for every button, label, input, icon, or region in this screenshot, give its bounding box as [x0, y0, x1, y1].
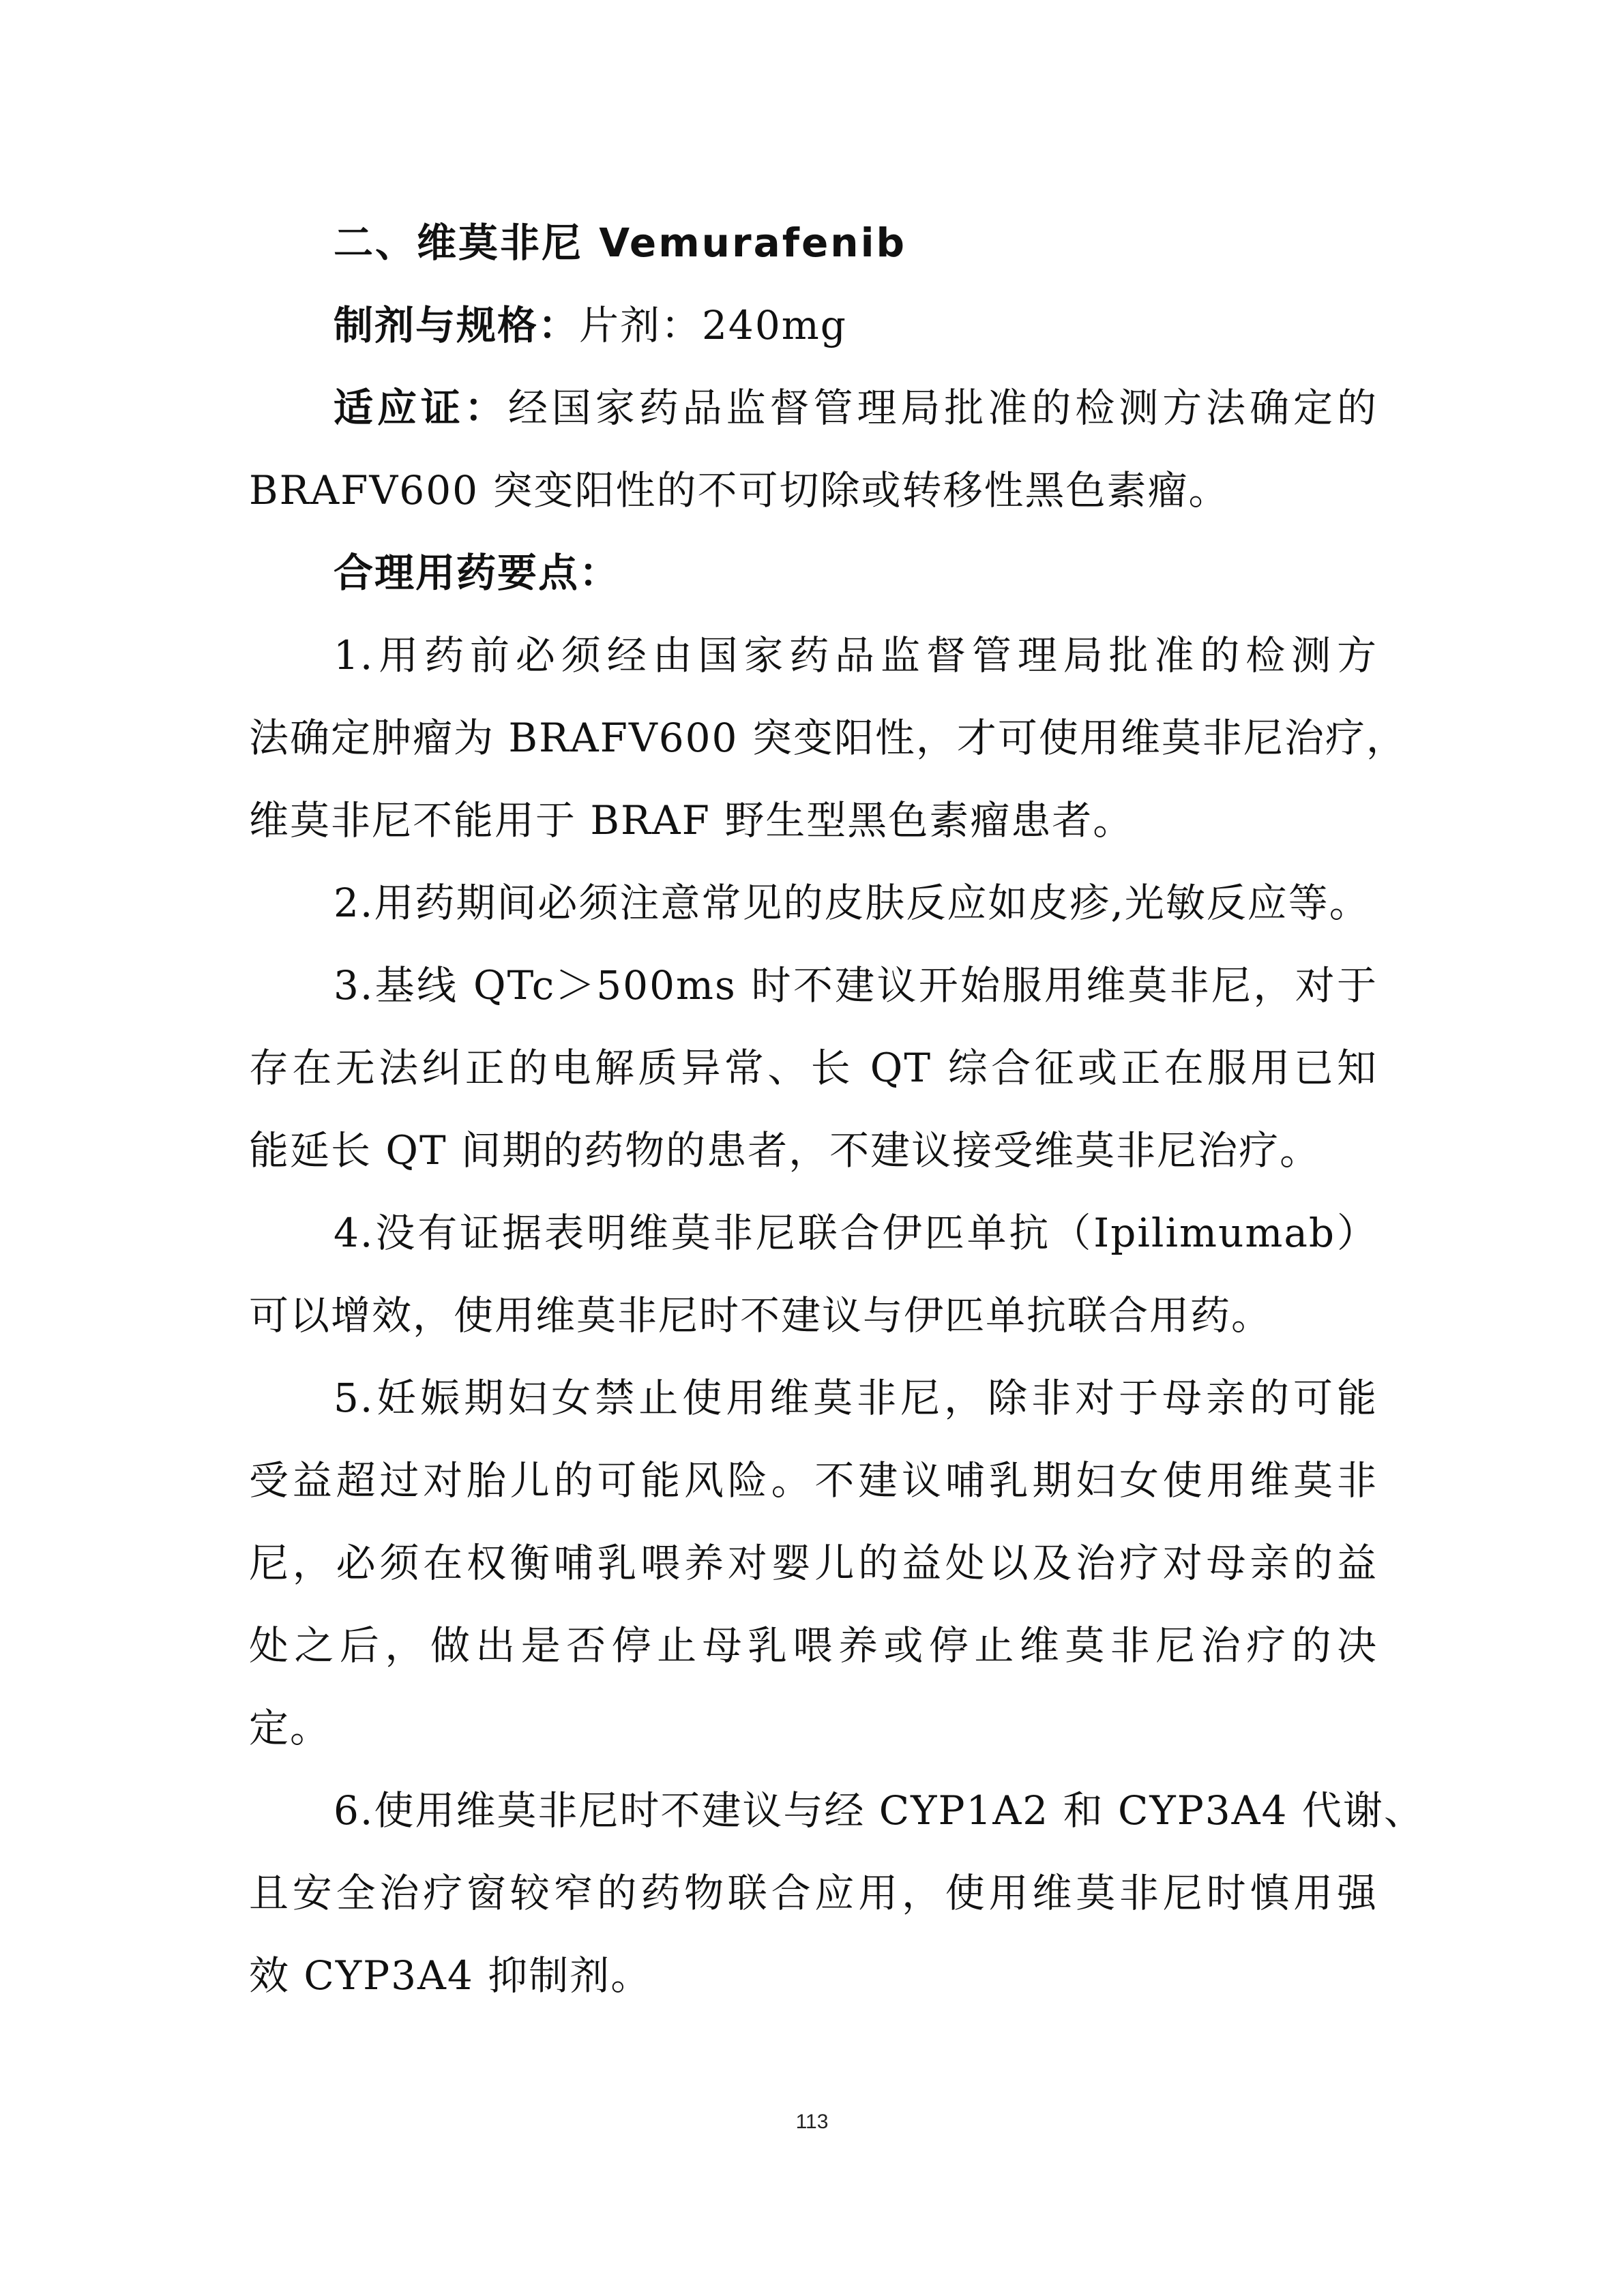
paragraph-line: 尼，必须在权衡哺乳喂养对婴儿的益处以及治疗对母亲的益: [249, 1540, 1378, 1586]
paragraph-line: 存在无法纠正的电解质异常、长 QT 综合征或正在服用已知: [249, 1045, 1378, 1091]
key-point-2: [249, 862, 1378, 944]
paragraph-line: 2.用药期间必须注意常见的皮肤反应如皮疹,光敏反应等。: [334, 880, 1370, 926]
paragraph-line: 维莫非尼不能用于 BRAF 野生型黑色素瘤患者。: [249, 797, 1134, 844]
key-point-6: [249, 1770, 1425, 2017]
paragraph-line: 可以增效，使用维莫非尼时不建议与伊匹单抗联合用药。: [249, 1292, 1273, 1339]
paragraph-line: 5.妊娠期妇女禁止使用维莫非尼，除非对于母亲的可能: [334, 1375, 1378, 1421]
section-heading: 二、维莫非尼 Vemurafenib: [334, 220, 906, 266]
key-point-4: [249, 1192, 1378, 1357]
key-point-5: [249, 1357, 1378, 1770]
page-body: [249, 202, 1425, 2017]
paragraph-line: 能延长 QT 间期的药物的患者，不建议接受维莫非尼治疗。: [249, 1127, 1321, 1174]
paragraph-line: 6.使用维莫非尼时不建议与经 CYP1A2 和 CYP3A4 代谢、: [334, 1787, 1425, 1834]
formulation-row: [249, 284, 1378, 367]
paragraph-line: 处之后，做出是否停止母乳喂养或停止维莫非尼治疗的决: [249, 1622, 1378, 1669]
key-point-1: [249, 614, 1407, 862]
indication-row: [249, 367, 1378, 449]
key-points-label: 合理用药要点：: [334, 550, 621, 596]
indication-label: 适应证：: [334, 385, 508, 431]
paragraph-line: 定。: [249, 1705, 331, 1751]
indication-text-line2: BRAFV600 突变阳性的不可切除或转移性黑色素瘤。: [249, 467, 1230, 513]
paragraph-line: 效 CYP3A4 抑制剂。: [249, 1952, 652, 1999]
paragraph-line: 1.用药前必须经由国家药品监督管理局批准的检测方: [334, 632, 1378, 679]
paragraph-line: 且安全治疗窗较窄的药物联合应用，使用维莫非尼时慎用强: [249, 1870, 1378, 1916]
paragraph-line: 受益超过对胎儿的可能风险。不建议哺乳期妇女使用维莫非: [249, 1457, 1378, 1504]
formulation-value: 片剂：240mg: [579, 302, 847, 348]
formulation-label: 制剂与规格：: [334, 302, 580, 348]
indication-text-line1: 经国家药品监督管理局批准的检测方法确定的: [507, 385, 1378, 431]
paragraph-line: 4.没有证据表明维莫非尼联合伊匹单抗（Ipilimumab）: [334, 1210, 1378, 1256]
page-number: 113: [795, 2111, 829, 2133]
paragraph-line: 法确定肿瘤为 BRAFV600 突变阳性，才可使用维莫非尼治疗，: [249, 715, 1407, 761]
paragraph-line: 3.基线 QTc＞500ms 时不建议开始服用维莫非尼，对于: [334, 962, 1378, 1009]
key-point-3: [249, 944, 1378, 1192]
